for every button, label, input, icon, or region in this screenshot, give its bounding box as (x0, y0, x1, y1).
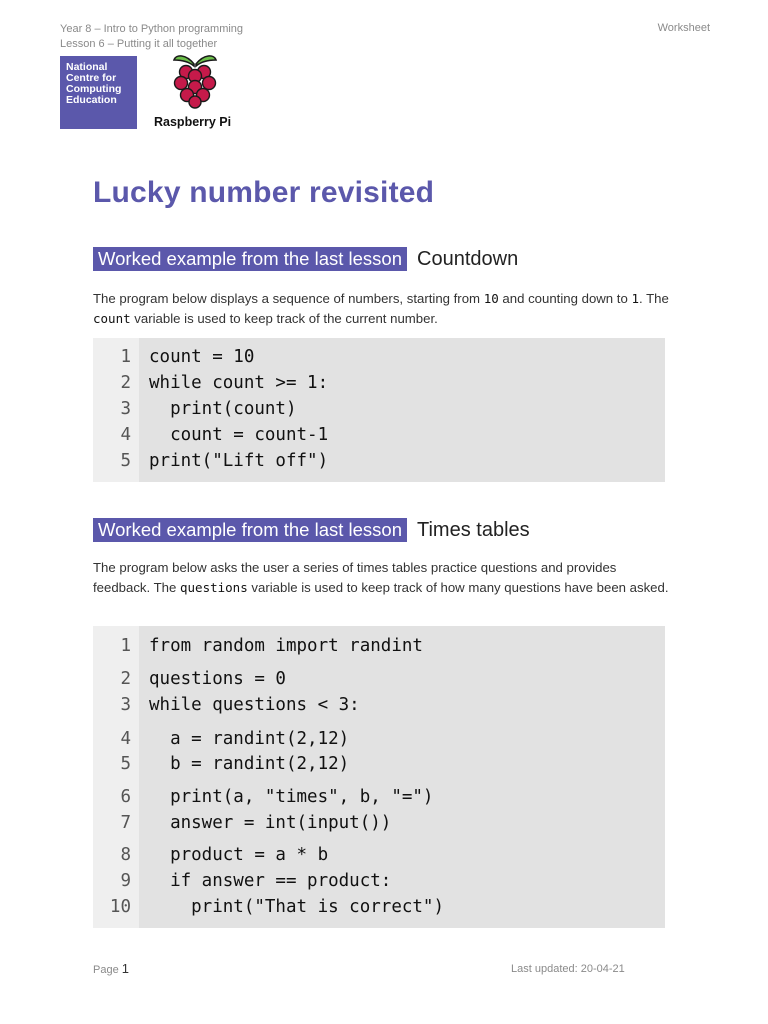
inline-code: 10 (483, 291, 499, 306)
description-text: The program below asks the user a series of times tables practice questions and provides feedback. The (93, 560, 617, 595)
line-number: 8 (120, 845, 131, 865)
code-line (93, 868, 665, 894)
raspberry-pi-wordmark: Raspberry Pi (154, 115, 232, 129)
code-text: product = a * b (149, 845, 329, 865)
code-text: count = 10 (149, 347, 255, 367)
description-text: variable is used to keep track of how many questions have been asked. (247, 580, 669, 595)
code-line (93, 842, 665, 868)
inline-code: 1 (631, 291, 639, 306)
line-number: 4 (120, 425, 131, 445)
code-line (93, 633, 665, 659)
code-block-times-tables (93, 626, 665, 928)
code-block-countdown (93, 338, 665, 482)
section-tag: Worked example from the last lesson (93, 247, 407, 271)
page-number-label (93, 961, 129, 976)
code-text: questions = 0 (149, 669, 286, 689)
line-number: 4 (120, 729, 131, 749)
code-line (93, 666, 665, 692)
page-number: 1 (121, 961, 129, 976)
line-number: 9 (120, 871, 131, 891)
ncce-logo (60, 56, 137, 129)
line-number: 3 (120, 399, 131, 419)
inline-code: count (93, 311, 131, 326)
code-line (93, 344, 665, 370)
line-number: 5 (120, 754, 131, 774)
page-title: Lucky number revisited (93, 176, 435, 209)
section-description (93, 289, 673, 329)
code-line (93, 448, 665, 474)
code-line (93, 726, 665, 752)
code-text: answer = int(input()) (149, 813, 392, 833)
section-description (93, 558, 673, 598)
raspberry-icon (170, 52, 220, 112)
code-line (93, 784, 665, 810)
code-text: while count >= 1: (149, 373, 329, 393)
course-line: Year 8 – Intro to Python programming (60, 23, 244, 35)
code-text: if answer == product: (149, 871, 392, 891)
line-number: 2 (120, 373, 131, 393)
code-line (93, 692, 665, 718)
line-number: 6 (120, 787, 131, 807)
document-header (60, 22, 243, 52)
lesson-line: Lesson 6 – Putting it all together (60, 38, 218, 50)
doc-type-label: Worksheet (657, 22, 710, 34)
line-number: 1 (120, 636, 131, 656)
code-line (93, 370, 665, 396)
code-text: from random import randint (149, 636, 423, 656)
line-number: 7 (120, 813, 131, 833)
code-line (93, 810, 665, 836)
code-text: print("Lift off") (149, 451, 329, 471)
section-tag: Worked example from the last lesson (93, 518, 407, 542)
code-line (93, 396, 665, 422)
description-text: The program below displays a sequence of numbers, starting from (93, 291, 484, 306)
line-number: 10 (109, 897, 131, 917)
line-number: 3 (120, 695, 131, 715)
section-heading-times-tables (93, 518, 530, 542)
code-text: while questions < 3: (149, 695, 360, 715)
section-subtitle: Countdown (417, 248, 519, 270)
ncce-logo-line: Education (66, 94, 117, 106)
raspberry-pi-logo (150, 52, 240, 134)
line-number: 1 (120, 347, 131, 367)
description-text: variable is used to keep track of the current number. (130, 311, 438, 326)
code-text: print("That is correct") (149, 897, 445, 917)
description-text: and counting down to (498, 291, 632, 306)
code-line (93, 894, 665, 920)
code-text: print(a, "times", b, "=") (149, 787, 434, 807)
page-label: Page (93, 964, 122, 976)
code-text: a = randint(2,12) (149, 729, 350, 749)
code-line (93, 751, 665, 777)
description-text: . The (639, 291, 669, 306)
ncce-logo-line: National (66, 61, 108, 73)
ncce-logo-line: Centre for (66, 72, 117, 84)
section-subtitle: Times tables (417, 519, 530, 541)
code-text: count = count-1 (149, 425, 329, 445)
code-line (93, 422, 665, 448)
code-text: print(count) (149, 399, 297, 419)
line-number: 5 (120, 451, 131, 471)
section-heading-countdown (93, 247, 518, 271)
last-updated: Last updated: 20-04-21 (511, 963, 625, 975)
code-text: b = randint(2,12) (149, 754, 350, 774)
line-number: 2 (120, 669, 131, 689)
ncce-logo-line: Computing (66, 83, 122, 95)
inline-code: questions (180, 580, 248, 595)
